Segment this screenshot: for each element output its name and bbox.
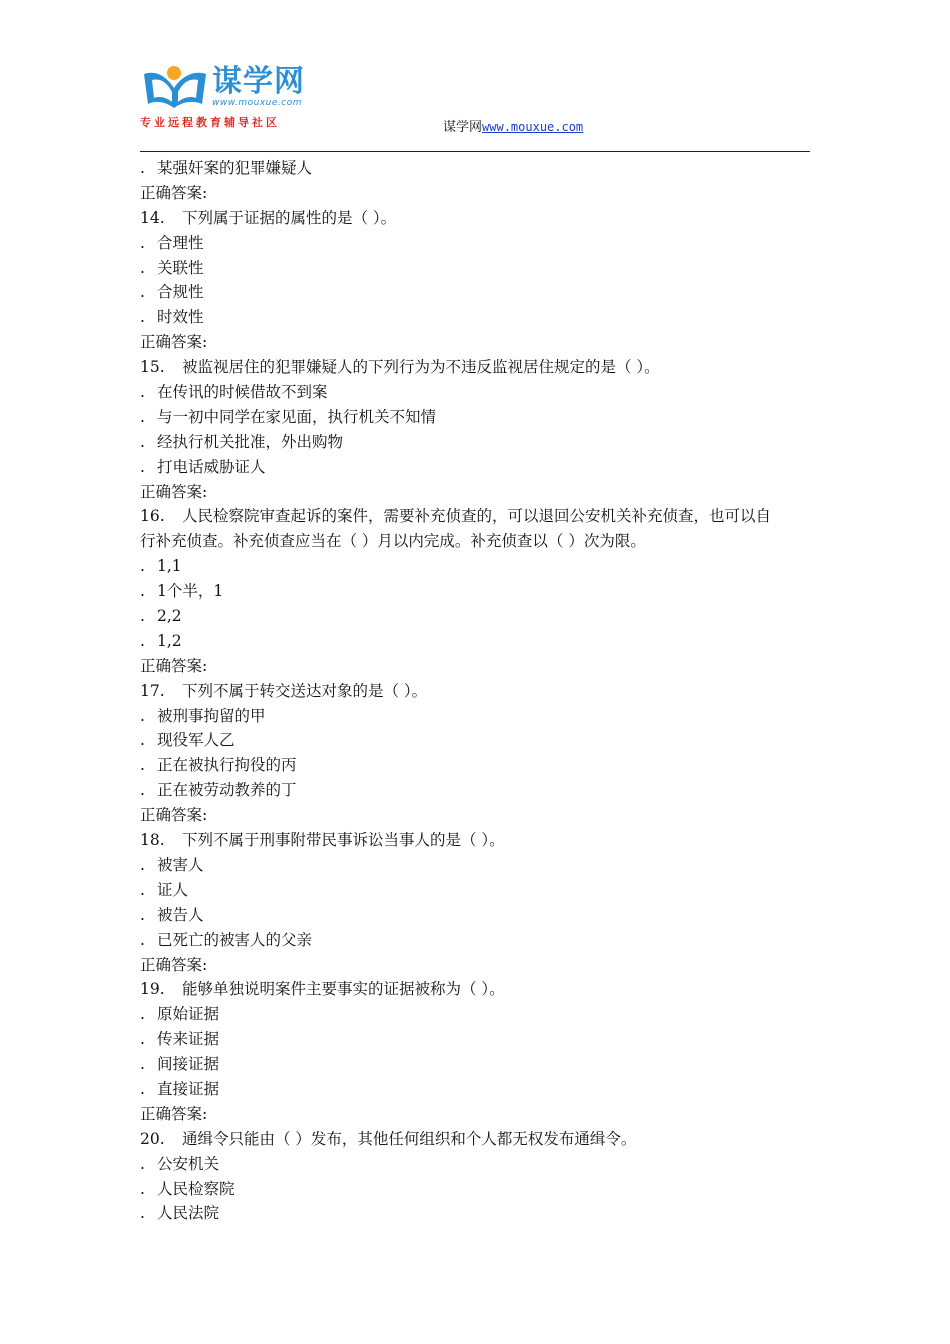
question-text: 通缉令只能由（ ）发布，其他任何组织和个人都无权发布通缉令。	[182, 1129, 637, 1148]
option-item: . 人民检察院	[140, 1179, 235, 1198]
logo-name: 谋学网	[212, 64, 305, 99]
question-stem	[140, 1127, 815, 1152]
option-item: . 人民法院	[140, 1204, 220, 1223]
page-header	[140, 58, 810, 154]
logo-book-icon	[140, 64, 210, 110]
question-text-continued: 行补充侦查。补充侦查应当在（ ）月以内完成。补充侦查以（ ）次为限。	[140, 532, 646, 551]
option-item: . 现役军人乙	[140, 731, 235, 750]
option-item: . 正在被执行拘役的丙	[140, 756, 297, 775]
option-item: . 证人	[140, 880, 189, 899]
question-stem	[140, 206, 815, 231]
option-item: . 正在被劳动教养的丁	[140, 781, 297, 800]
header-divider	[140, 151, 810, 152]
question-stem	[140, 977, 815, 1002]
option-item: . 公安机关	[140, 1154, 220, 1173]
site-link[interactable]: www.mouxue.com	[482, 120, 584, 134]
answer-label: 正确答案:	[140, 482, 208, 501]
option-item: . 传来证据	[140, 1030, 220, 1049]
answer-label: 正确答案:	[140, 806, 208, 825]
question-stem	[140, 504, 815, 529]
logo-slogan: 专业远程教育辅导社区	[140, 116, 280, 129]
question-number: 17.	[140, 681, 165, 700]
option-item: . 已死亡的被害人的父亲	[140, 930, 313, 949]
option-item: . 时效性	[140, 308, 204, 327]
question-number: 15.	[140, 358, 165, 377]
question-stem	[140, 355, 815, 380]
question-text: 下列属于证据的属性的是（ ）。	[182, 208, 397, 227]
site-reference	[443, 116, 583, 135]
option-item: . 被害人	[140, 855, 204, 874]
option-item: . 直接证据	[140, 1079, 220, 1098]
question-number: 20.	[140, 1129, 165, 1148]
logo-url: www.mouxue.com	[212, 98, 302, 108]
option-item: . 打电话威胁证人	[140, 457, 266, 476]
option-item: . 1个半，1	[140, 582, 224, 601]
answer-label: 正确答案:	[140, 1104, 208, 1123]
option-item: . 在传讯的时候借故不到案	[140, 383, 328, 402]
answer-label: 正确答案:	[140, 333, 208, 352]
option-item: . 某强奸案的犯罪嫌疑人	[140, 159, 313, 177]
option-item: . 1,2	[140, 631, 182, 650]
option-item: . 合规性	[140, 283, 204, 302]
option-item: . 2,2	[140, 607, 182, 626]
site-logo[interactable]	[140, 64, 330, 134]
option-item: . 被刑事拘留的甲	[140, 706, 266, 725]
site-label: 谋学网	[443, 120, 483, 135]
answer-label: 正确答案:	[140, 656, 208, 675]
option-item: . 被告人	[140, 905, 204, 924]
option-item: . 经执行机关批准，外出购物	[140, 432, 344, 451]
option-item: . 间接证据	[140, 1055, 220, 1074]
option-item: . 合理性	[140, 233, 204, 252]
question-number: 14.	[140, 208, 165, 227]
option-item: . 1,1	[140, 557, 182, 576]
question-list	[140, 156, 815, 1226]
question-text: 下列不属于刑事附带民事诉讼当事人的是（ ）。	[182, 831, 505, 850]
option-item: . 与一初中同学在家见面，执行机关不知情	[140, 407, 437, 426]
question-stem	[140, 828, 815, 853]
question-number: 18.	[140, 831, 165, 850]
answer-label: 正确答案:	[140, 955, 208, 974]
option-item: . 关联性	[140, 258, 204, 277]
option-item: . 原始证据	[140, 1005, 220, 1024]
answer-label: 正确答案:	[140, 183, 208, 202]
question-stem	[140, 679, 815, 704]
question-text: 人民检察院审查起诉的案件，需要补充侦查的，可以退回公安机关补充侦查，也可以自	[182, 507, 772, 526]
question-text: 被监视居住的犯罪嫌疑人的下列行为为不违反监视居住规定的是（ ）。	[182, 358, 660, 377]
question-text: 下列不属于转交送达对象的是（ ）。	[182, 681, 428, 700]
question-number: 19.	[140, 980, 165, 999]
question-text: 能够单独说明案件主要事实的证据被称为（ ）。	[182, 980, 505, 999]
question-number: 16.	[140, 507, 165, 526]
